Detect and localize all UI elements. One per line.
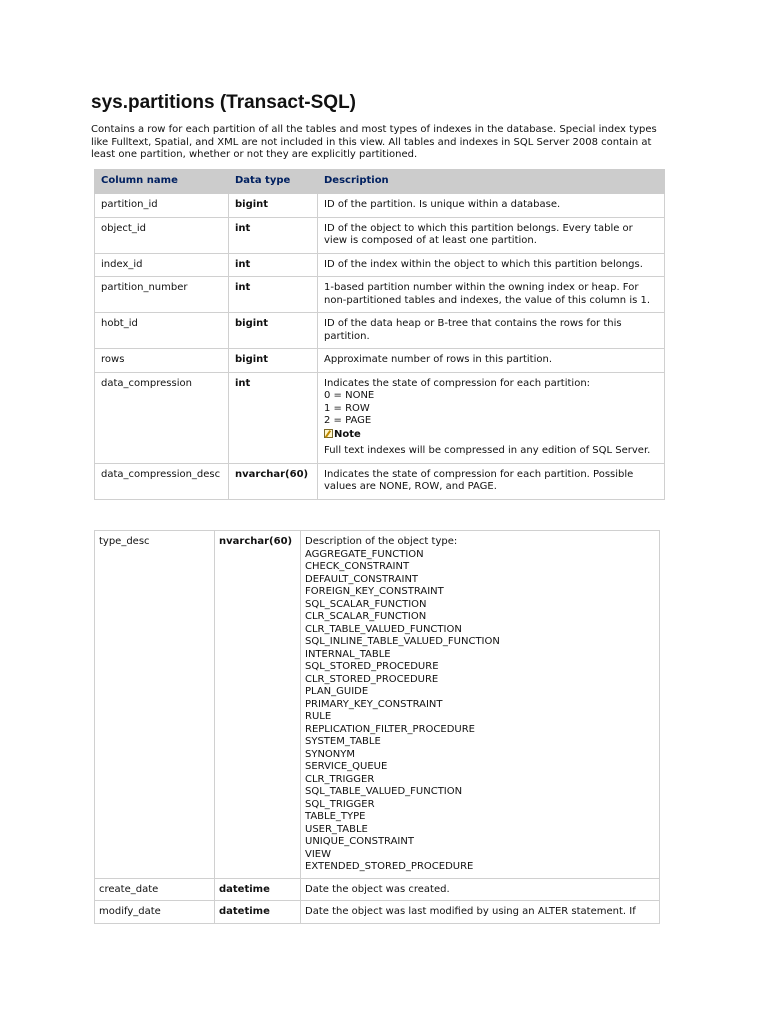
data-type-cell: bigint (229, 349, 318, 373)
table-row (95, 372, 665, 463)
value-item: PRIMARY_KEY_CONSTRAINT (305, 698, 443, 710)
value-item: SQL_TRIGGER (305, 798, 375, 810)
value-item: UNIQUE_CONSTRAINT (305, 836, 414, 847)
description-text: Description of the object type: (305, 536, 458, 547)
column-name-cell: data_compression_desc (95, 463, 229, 499)
description-cell (301, 531, 660, 879)
value-item: AGGREGATE_FUNCTION (305, 548, 424, 560)
table-row (95, 349, 665, 373)
column-name-cell: data_compression (95, 372, 229, 463)
value-item: INTERNAL_TABLE (305, 648, 391, 660)
description-cell: Indicates the state of compression for each partition. Possible values are NONE, ROW, and PAGE. (318, 463, 665, 499)
table-row (95, 277, 665, 313)
column-name-cell: modify_date (95, 901, 215, 924)
value-item: SQL_TABLE_VALUED_FUNCTION (305, 786, 463, 797)
table-row (95, 253, 665, 277)
data-type-cell: int (229, 277, 318, 313)
value-item: SQL_INLINE_TABLE_VALUED_FUNCTION (305, 636, 500, 647)
value-item: CLR_STORED_PROCEDURE (305, 673, 439, 685)
data-type-cell: int (229, 372, 318, 463)
note-text: Full text indexes will be compressed in any edition of SQL Server. (324, 445, 651, 456)
value-item: DEFAULT_CONSTRAINT (305, 573, 419, 585)
header-data-type: Data type (229, 170, 318, 194)
data-type-cell: datetime (215, 901, 301, 924)
value-item: VIEW (305, 848, 331, 860)
description-cell: ID of the partition. Is unique within a database. (318, 194, 665, 218)
table-header-row (95, 170, 665, 194)
value-item: CLR_TRIGGER (305, 773, 375, 785)
column-name-cell: rows (95, 349, 229, 373)
table-row (95, 901, 660, 924)
column-name-cell: index_id (95, 253, 229, 277)
description-cell: Date the object was last modified by using an ALTER statement. If (301, 901, 660, 924)
page-title: sys.partitions (Transact-SQL) (91, 92, 357, 113)
data-type-cell: datetime (215, 878, 301, 901)
value-item: CLR_TABLE_VALUED_FUNCTION (305, 623, 462, 635)
data-type-cell: bigint (229, 194, 318, 218)
value-item: EXTENDED_STORED_PROCEDURE (305, 861, 474, 872)
description-cell: ID of the data heap or B-tree that contains the rows for this partition. (318, 313, 665, 349)
value-item: 2 = PAGE (324, 415, 372, 426)
table-row (95, 217, 665, 253)
note-label: Note (334, 428, 361, 440)
table-row (95, 531, 660, 879)
description-cell: 1-based partition number within the owning index or heap. For non-partitioned tables and indexes, the value of this column is 1. (318, 277, 665, 313)
value-item: RULE (305, 711, 332, 722)
value-item: 1 = ROW (324, 402, 370, 414)
description-cell: Approximate number of rows in this partition. (318, 349, 665, 373)
value-item: SQL_SCALAR_FUNCTION (305, 598, 427, 610)
data-type-cell: nvarchar(60) (229, 463, 318, 499)
data-type-cell: nvarchar(60) (215, 531, 301, 879)
table-row (95, 313, 665, 349)
value-item: SERVICE_QUEUE (305, 761, 388, 772)
column-name-cell: hobt_id (95, 313, 229, 349)
value-item: CHECK_CONSTRAINT (305, 561, 410, 572)
column-name-cell: partition_number (95, 277, 229, 313)
value-item: FOREIGN_KEY_CONSTRAINT (305, 586, 444, 597)
value-item: 0 = NONE (324, 390, 375, 401)
table-row (95, 463, 665, 499)
data-type-cell: int (229, 217, 318, 253)
header-column-name: Column name (95, 170, 229, 194)
column-name-cell: object_id (95, 217, 229, 253)
data-type-cell: int (229, 253, 318, 277)
description-cell: Date the object was created. (301, 878, 660, 901)
column-name-cell: create_date (95, 878, 215, 901)
value-item: SQL_STORED_PROCEDURE (305, 661, 439, 672)
description-cell: ID of the object to which this partition belongs. Every table or view is composed of at least one partition. (318, 217, 665, 253)
value-item: REPLICATION_FILTER_PROCEDURE (305, 723, 475, 735)
value-item: USER_TABLE (305, 823, 368, 835)
data-type-cell: bigint (229, 313, 318, 349)
column-name-cell: type_desc (95, 531, 215, 879)
columns-table-continued (94, 530, 660, 924)
intro-paragraph: Contains a row for each partition of all the tables and most types of indexes in the database. Special index types like Fulltext, Spatial, and XML are not included in this view. All tables and indexes in SQL Server 2008 contain at least one partition, whether or not they are explicitly partitioned. (91, 124, 657, 160)
columns-table (94, 169, 665, 500)
value-item: SYSTEM_TABLE (305, 736, 381, 747)
value-item: CLR_SCALAR_FUNCTION (305, 611, 427, 622)
description-cell: ID of the index within the object to which this partition belongs. (318, 253, 665, 277)
header-description: Description (318, 170, 665, 194)
value-item: TABLE_TYPE (305, 811, 366, 822)
table-row (95, 878, 660, 901)
description-cell (318, 372, 665, 463)
table-row (95, 194, 665, 218)
value-item: SYNONYM (305, 748, 356, 760)
note-icon (324, 429, 333, 438)
note-heading (324, 428, 658, 442)
value-item: PLAN_GUIDE (305, 686, 369, 697)
description-text: Indicates the state of compression for each partition: (324, 377, 591, 389)
column-name-cell: partition_id (95, 194, 229, 218)
